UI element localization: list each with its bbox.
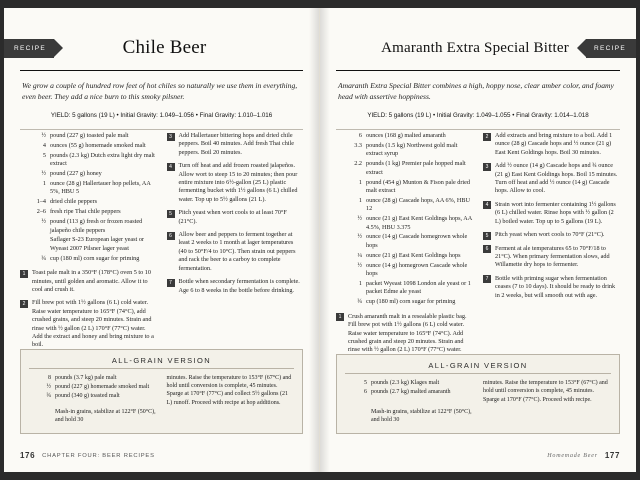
right-column-two <box>483 132 620 388</box>
all-grain-ingredients <box>29 374 157 425</box>
right-page-title: Amaranth Extra Special Bitter <box>381 39 569 56</box>
all-grain-amount: 6 <box>364 389 367 396</box>
all-grain-text: pound (227 g) homemade smoked malt <box>55 384 150 391</box>
step-text: Toast pale malt in a 350°F (178°C) oven 5 to 10 minutes, until golden and aromatic. Allow it to cool and crush it. <box>32 269 151 293</box>
ingredient-text: cup (180 ml) corn sugar for priming <box>366 298 456 306</box>
ingredient-text: ounce (21 g) East Kent Goldings hops, AA 4.5%, HBU 3.375 <box>366 215 472 231</box>
all-grain-item <box>29 392 157 400</box>
step-text: Crush amaranth malt in a resealable plastic bag. Fill brew pot with 1½ gallons (6 L) cold water. Raise water temperature to 165°F (74°C). Add crushed grain and steep 20 minutes. Strain and rinse with ½ gallon (2 L) 170°F (77°C) water. <box>348 312 467 354</box>
recipe-step <box>483 201 620 226</box>
all-grain-spacer <box>345 398 473 407</box>
step-number: 3 <box>483 163 491 171</box>
ingredient-item <box>20 236 157 253</box>
ingredient-item <box>20 255 157 263</box>
step-text: Bottle with priming sugar when fermentation ceases (7 to 10 days). It should be ready to drink in 2 weeks, but will smooth out with age. <box>495 274 616 299</box>
ingredient-amount: 1 <box>42 180 46 188</box>
recipe-step <box>483 231 620 240</box>
all-grain-text: Mash-in grains, stabilize at 122°F (50°C), and hold 30 <box>55 408 156 423</box>
ingredient-item <box>20 142 157 150</box>
all-grain-title: ALL-GRAIN VERSION <box>428 361 528 371</box>
all-grain-item <box>29 408 157 424</box>
ingredient-amount: ½ <box>41 132 46 139</box>
ingredient-amount: ½ <box>41 218 46 226</box>
ingredient-amount: 1 <box>358 178 362 186</box>
ingredient-item <box>20 180 157 197</box>
right-page-footer <box>336 451 620 460</box>
step-number: 6 <box>483 245 491 253</box>
all-grain-amount <box>345 408 371 424</box>
ingredient-amount: ½ <box>41 170 46 178</box>
right-page <box>320 8 636 472</box>
recipe-step <box>483 245 620 270</box>
book-title-label: Homemade Beer <box>547 452 598 459</box>
left-steps-column-one <box>20 269 157 350</box>
ingredient-item <box>336 160 473 177</box>
all-grain-item <box>345 388 473 396</box>
left-page-title: Chile Beer <box>122 37 207 58</box>
all-grain-amount: 8 <box>48 374 51 381</box>
right-yield-line: YIELD: 5 gallons (19 L) • Initial Gravity: 1.049–1.055 • Final Gravity: 1.014–1.018 <box>367 112 589 119</box>
all-grain-text: Mash-in grains, stabilize at 122°F (50°C), and hold 30 <box>371 408 472 423</box>
right-recipe-columns <box>320 130 636 388</box>
recipe-step <box>336 313 473 355</box>
step-text: Add extracts and bring mixture to a boil. Add 1 ounce (28 g) Cascade hops and ½ ounce (21 g) East Kent Goldings hops. Boil 30 minutes. <box>495 132 613 156</box>
step-number: 2 <box>20 300 28 308</box>
right-intro-text: Amaranth Extra Special Bitter combines a high, hoppy nose, clear amber color, and foamy head with assertive hoppiness. <box>338 81 614 101</box>
left-page-header <box>4 8 319 70</box>
left-steps-column-two <box>167 132 304 295</box>
left-page-footer <box>20 451 303 460</box>
left-intro-text: We grow a couple of hundred row feet of hot chiles so naturally we use them in everything, even beer. They add a nice burn to this smoky pilsner. <box>22 81 298 101</box>
ingredient-amount: ¾ <box>357 298 362 306</box>
ingredient-text: pounds (2.3 kg) Dutch extra light dry malt extract <box>50 151 155 168</box>
ingredient-item <box>20 132 157 140</box>
right-steps-column-two <box>483 132 620 300</box>
all-grain-item <box>29 374 157 382</box>
ingredient-item <box>336 197 473 214</box>
ingredient-text: ounces (55 g) homemade smoked malt <box>50 141 146 149</box>
all-grain-instructions: minutes. Raise the temperature to 153°F (67°C) and hold until conversion is complete, 45 minutes. Sparge at 170°F (77°C). Proceed with recipe. <box>483 380 608 403</box>
ingredient-amount: 6 <box>358 132 362 139</box>
recipe-step <box>167 278 304 295</box>
all-grain-rule <box>345 373 611 374</box>
ingredient-text: pounds (1 kg) Premier pale hopped malt extract <box>366 160 466 176</box>
ingredient-item <box>336 142 473 159</box>
step-number: 7 <box>483 275 491 283</box>
ingredient-item <box>20 218 157 235</box>
step-text: Ferment at ale temperatures 65 to 70°F/18 to 21°C). When primary fermentation slows, add Willamette dry hops to fermenter. <box>495 244 610 269</box>
ingredient-text: dried chile peppers <box>50 198 98 206</box>
left-page <box>4 8 320 472</box>
ingredient-text: packet Wyeast 1098 London ale yeast or 1 packet Edme ale yeast <box>366 280 471 296</box>
all-grain-title: ALL-GRAIN VERSION <box>111 355 212 365</box>
page-number: 177 <box>604 451 620 460</box>
recipe-step <box>167 162 304 204</box>
ingredient-item <box>336 280 473 297</box>
all-grain-columns <box>345 379 611 425</box>
recipe-ribbon-right: RECIPE <box>586 39 636 58</box>
ingredient-amount: 1–4 <box>36 198 46 206</box>
step-text: Pitch yeast when wort cools to at least 70°F (21°C). <box>178 209 287 225</box>
step-number: 6 <box>167 232 175 240</box>
ingredient-text: ounces (168 g) malted amaranth <box>366 132 446 139</box>
all-grain-amount: 5 <box>364 380 367 387</box>
ingredient-item <box>336 233 473 250</box>
right-steps-column-one <box>336 313 473 355</box>
ingredient-amount: ½ <box>357 233 362 241</box>
step-text: Add Hallertauer bittering hops and dried chile peppers. Boil 40 minutes. Add fresh Thai chile peppers. Boil 20 minutes. <box>178 132 295 156</box>
ingredient-text: ounce (28 g) Cascade hops, AA 6%, HBU 12 <box>366 196 470 213</box>
step-number: 7 <box>167 279 175 287</box>
ingredient-item <box>336 298 473 306</box>
all-grain-rule <box>29 368 294 369</box>
step-text: Allow beer and peppers to ferment together at least 2 weeks to 1 month at lager temperatures (40 to 50°F/4 to 10°C). Then strain out peppers and rack the beer to a carboy to complete fermentation. <box>178 231 296 272</box>
left-yield-line: YIELD: 5 gallons (19 L) • Initial Gravity: 1.049–1.056 • Final Gravity: 1.010–1.016 <box>50 112 273 119</box>
step-number: 5 <box>167 210 175 218</box>
right-column-one <box>336 132 473 388</box>
ingredient-text: ounce (21 g) East Kent Goldings hops <box>366 251 461 259</box>
ingredient-text: pound (454 g) Munton & Fison pale dried malt extract <box>366 178 470 194</box>
ingredient-item <box>336 179 473 196</box>
chapter-label: CHAPTER FOUR: BEER RECIPES <box>42 452 155 459</box>
ingredient-amount <box>20 236 50 253</box>
left-ingredient-list <box>20 132 157 263</box>
ingredient-amount: ½ <box>357 215 362 223</box>
all-grain-text: pound (340 g) toasted malt <box>55 393 120 400</box>
step-text: Strain wort into fermenter containing 1½ gallons (6 L) chilled water. Rinse hops with ½ gallon (2 L) boiled water. Top up to 5 gallons (19 L). <box>495 200 616 225</box>
step-number: 1 <box>336 313 344 321</box>
step-number: 2 <box>483 133 491 141</box>
step-text: Pitch yeast when wort cools to 70°F (21°C). <box>495 231 605 239</box>
recipe-step <box>483 132 620 157</box>
recipe-step <box>167 132 304 157</box>
book-spread <box>4 8 636 472</box>
ingredient-text: cup (180 ml) corn sugar for priming <box>50 254 140 262</box>
ingredient-item <box>20 198 157 206</box>
left-all-grain-box <box>20 349 303 434</box>
ingredient-text: fresh ripe Thai chile peppers <box>50 208 121 216</box>
all-grain-item <box>29 383 157 391</box>
ingredient-amount: 1 <box>358 196 362 204</box>
recipe-step <box>167 231 304 273</box>
recipe-step <box>483 162 620 196</box>
all-grain-item <box>345 379 473 387</box>
recipe-step <box>20 269 157 294</box>
right-ingredient-list <box>336 132 473 307</box>
all-grain-ingredients <box>345 379 473 425</box>
all-grain-text: pounds (3.7 kg) pale malt <box>55 374 117 381</box>
ingredient-text: pound (113 g) fresh or frozen roasted jalapeño chile peppers <box>50 218 143 234</box>
step-text: Add ½ ounce (14 g) Cascade hops and ¾ ounce (21 g) East Kent Goldings hops. Boil 15 minutes. Turn off heat and add ½ ounce (14 g) Cascade hops. Allow to cool. <box>495 162 618 195</box>
all-grain-amount <box>29 408 55 424</box>
ingredient-text: Saflager S-23 European lager yeast or Wyeast 2007 Pilsner lager yeast <box>50 236 144 252</box>
all-grain-amount: ¾ <box>46 393 51 400</box>
step-text: Fill brew pot with 1½ gallons (6 L) cold water. Raise water temperature to 165°F (74°C), add crushed grains, and steep 20 minutes. Strain and rinse with ½ gallon (2 L) 170°F (77°C) water. Add the extract and honey and bring mixture to a boil. <box>32 299 154 349</box>
page-number: 176 <box>20 451 36 460</box>
step-text: Bottle when secondary fermentation is complete. Age 6 to 8 weeks in the bottle before drinking. <box>178 278 300 294</box>
recipe-step <box>483 275 620 300</box>
ingredient-amount: 3.3 <box>354 141 362 149</box>
ingredient-text: ounce (28 g) Hallertauer hop pellets, AA 5%, HBU 5 <box>50 180 151 196</box>
step-number: 1 <box>20 270 28 278</box>
ingredient-amount: ¾ <box>41 254 46 262</box>
all-grain-item <box>345 408 473 424</box>
all-grain-text: pounds (2.3 kg) Klages malt <box>371 380 440 387</box>
ingredient-item <box>20 152 157 169</box>
step-text: Turn off heat and add frozen roasted jalapeños. Allow wort to steep 15 to 20 minutes; then pour entire mixture into 6½-gallon (25 L) plastic fermenting bucket with 1½ gallons (6 L) chilled water. Top up to 5½ gallons (21 L). <box>178 162 298 203</box>
ingredient-amount: ½ <box>357 261 362 269</box>
ingredient-text: pound (227 g) honey <box>50 170 102 178</box>
ingredient-item <box>336 132 473 140</box>
ingredient-amount: 4 <box>42 141 46 149</box>
all-grain-columns <box>29 374 294 425</box>
all-grain-instructions: minutes. Raise the temperature to 153°F (67°C) and hold until conversion is complete, 45 minutes. Sparge at 170°F (77°C) and collect 5½ gallons (21 L) runoff. Proceed with recipe at hop additions. <box>166 374 292 406</box>
all-grain-text: pounds (2.7 kg) malted amaranth <box>371 389 451 396</box>
right-all-grain-box <box>336 354 620 434</box>
ingredient-amount: 5 <box>42 151 46 159</box>
step-number: 3 <box>167 133 175 141</box>
step-number: 4 <box>483 201 491 209</box>
ingredient-amount: 2.2 <box>354 160 362 168</box>
ingredient-amount: 2–6 <box>36 208 46 216</box>
recipe-ribbon-left: RECIPE <box>4 39 54 58</box>
recipe-step <box>20 299 157 349</box>
ingredient-text: ounce (14 g) Cascade homegrown whole hops <box>366 233 468 249</box>
ingredient-text: pounds (1.5 kg) Northwest gold malt extract syrup <box>366 141 458 158</box>
recipe-step <box>167 209 304 226</box>
ingredient-text: pound (227 g) toasted pale malt <box>50 132 129 139</box>
right-page-header <box>320 8 636 70</box>
ingredient-text: ounce (14 g) homegrown Cascade whole hops <box>366 261 468 278</box>
ingredient-item <box>20 170 157 178</box>
all-grain-amount: ½ <box>46 384 51 391</box>
ingredient-amount: ¼ <box>357 251 362 259</box>
ingredient-item <box>336 215 473 232</box>
all-grain-spacer <box>29 402 157 407</box>
ingredient-item <box>336 252 473 260</box>
ingredient-amount: 1 <box>358 280 362 287</box>
step-number: 5 <box>483 232 491 240</box>
step-number: 4 <box>167 163 175 171</box>
ingredient-item <box>20 208 157 216</box>
ingredient-item <box>336 262 473 279</box>
